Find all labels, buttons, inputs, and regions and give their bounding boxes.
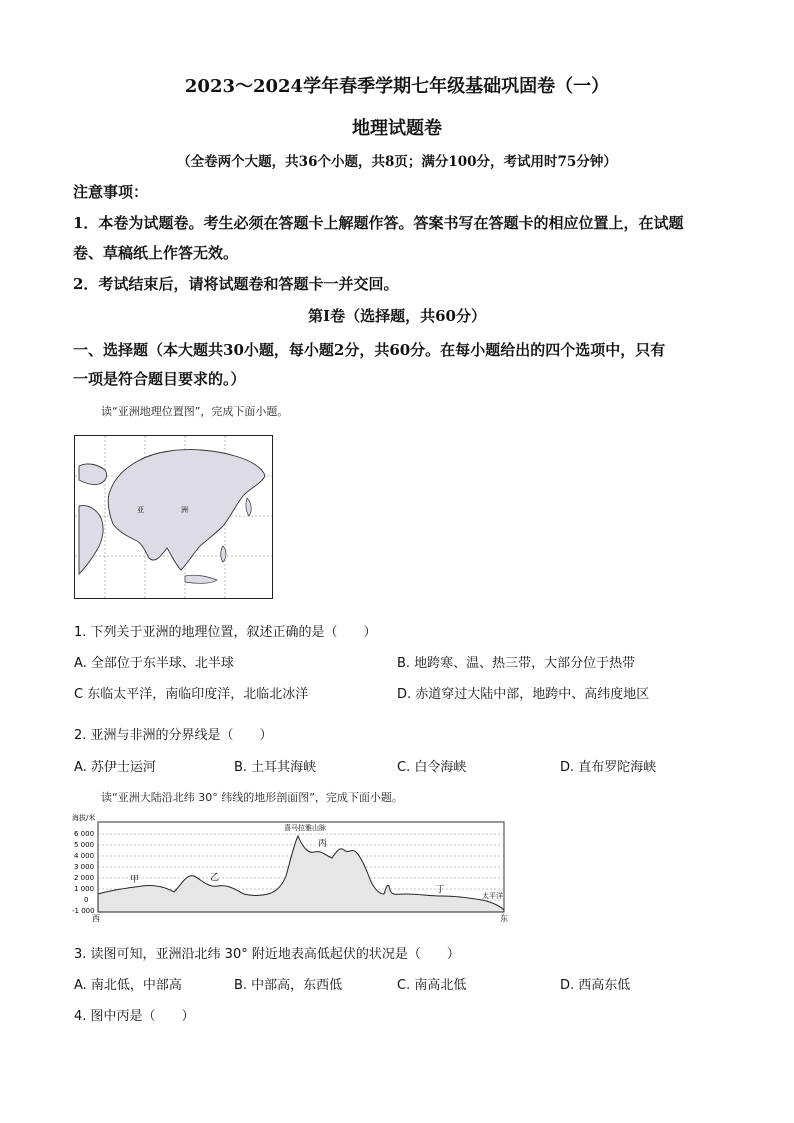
group2-caption: 读“亚洲大陆沿北纬 30° 纬线的地形剖面图”，完成下面小题。 — [101, 791, 403, 804]
japan-islands — [246, 498, 251, 516]
q2-stem: 2. 亚洲与非洲的分界线是（ ） — [74, 728, 273, 743]
map-label-asia: 亚 — [137, 506, 144, 514]
q3-option-c: C. 南高北低 — [397, 978, 467, 993]
exam-subtitle: 地理试题卷 — [352, 118, 442, 139]
part1-instruction-line-2: 一项是符合题目要求的。） — [73, 370, 246, 388]
label-pacific: 太平洋 — [482, 892, 503, 900]
q3-option-a: A. 南北低，中部高 — [74, 978, 182, 993]
exam-title: 2023～2024学年春季学期七年级基础巩固卷（一） — [184, 76, 610, 97]
terrain-profile — [72, 814, 512, 922]
q2-option-a: A. 苏伊士运河 — [74, 760, 156, 775]
ytick-5000: 5 000 — [74, 841, 95, 849]
q2-option-b: B. 土耳其海峡 — [234, 760, 317, 775]
group1-caption: 读“亚洲地理位置图”，完成下面小题。 — [101, 405, 289, 418]
q4-stem: 4. 图中丙是（ ） — [74, 1009, 195, 1024]
map-label-zhou: 洲 — [181, 506, 188, 514]
notes-item-1-line-2: 卷、草稿纸上作答无效。 — [73, 244, 239, 262]
label-east: 东 — [500, 914, 508, 922]
ytick-3000: 3 000 — [74, 863, 95, 871]
q2-option-d: D. 直布罗陀海峡 — [560, 760, 657, 775]
q3-option-b: B. 中部高，东西低 — [234, 978, 343, 993]
label-jia: 甲 — [130, 875, 140, 885]
notes-item-1-line-1: 1．本卷为试题卷。考生必须在答题卡上解题作答。答案书写在答题卡的相应位置上，在试题 — [73, 214, 684, 232]
ytick-6000: 6 000 — [74, 830, 95, 838]
profile-ylabel: 海拔/米 — [72, 814, 96, 822]
ytick-minus-1000: -1 000 — [72, 907, 95, 915]
europe-edge — [79, 464, 107, 485]
exam-info: （全卷两个大题，共36个小题，共8页；满分100分，考试用时75分钟） — [177, 154, 617, 170]
label-west: 西 — [92, 914, 100, 922]
indonesia-islands — [185, 575, 217, 583]
ytick-4000: 4 000 — [74, 852, 95, 860]
africa-edge — [79, 506, 103, 574]
q1-option-a: A. 全部位于东半球、北半球 — [74, 656, 234, 671]
asia-location-map — [74, 435, 273, 599]
q3-option-d: D. 西高东低 — [560, 978, 631, 993]
q1-stem: 1. 下列关于亚洲的地理位置，叙述正确的是（ ） — [74, 625, 377, 640]
ytick-1000: 1 000 — [74, 885, 95, 893]
notes-heading: 注意事项： — [73, 183, 149, 201]
ytick-2000: 2 000 — [74, 874, 95, 882]
label-ding: 丁 — [436, 885, 446, 895]
q1-option-c: C 东临太平洋，南临印度洋，北临北冰洋 — [74, 687, 309, 702]
label-himalaya: 喜马拉雅山脉 — [284, 824, 326, 832]
notes-item-2: 2．考试结束后，请将试题卷和答题卡一并交回。 — [73, 275, 399, 293]
q2-option-c: C. 白令海峡 — [397, 760, 467, 775]
ytick-0: 0 — [84, 896, 89, 904]
q1-option-d: D. 赤道穿过大陆中部，地跨中、高纬度地区 — [397, 687, 650, 702]
asia-map-svg — [75, 436, 272, 598]
terrain-profile-svg — [72, 814, 512, 922]
part1-instruction-line-1: 一、选择题（本大题共30小题，每小题2分，共60分。在每小题给出的四个选项中，只有 — [73, 341, 666, 359]
q1-option-b: B. 地跨寒、温、热三带，大部分位于热带 — [397, 656, 636, 671]
label-bing: 丙 — [318, 839, 328, 849]
label-yi: 乙 — [210, 873, 220, 883]
part1-title: 第Ⅰ卷（选择题，共60分） — [308, 307, 486, 325]
q3-stem: 3. 读图可知，亚洲沿北纬 30° 附近地表高低起伏的状况是（ ） — [74, 947, 460, 962]
